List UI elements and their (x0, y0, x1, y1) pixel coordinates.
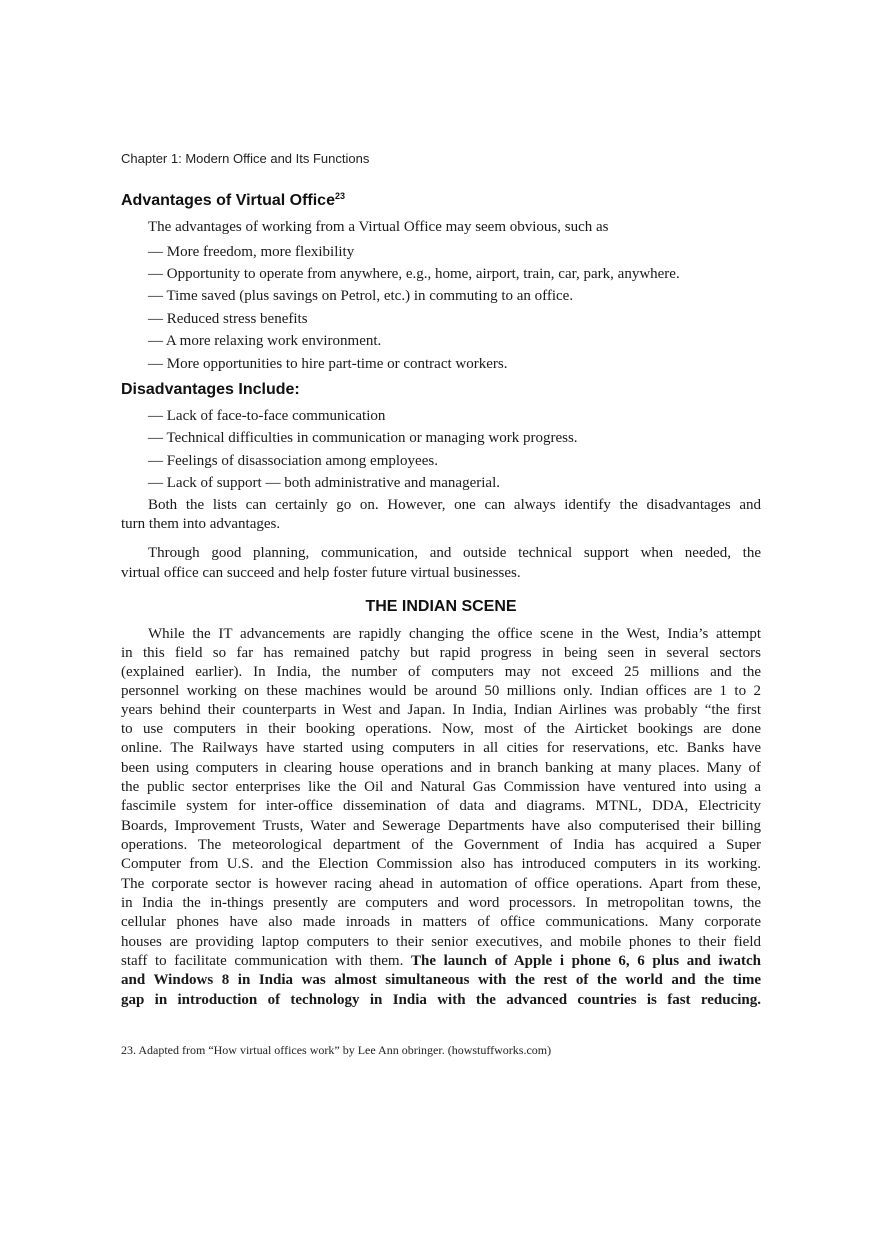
advantage-item: — More freedom, more flexibility (148, 244, 355, 260)
paragraph-line: operations. The meteorological department of the Government of India has acquired a Super (121, 837, 761, 853)
footnote: 23. Adapted from “How virtual offices work” by Lee Ann obringer. (howstuffworks.com) (121, 1043, 552, 1057)
advantages-heading (121, 191, 345, 210)
paragraph-line: fascimile system for inter-office dissemination of data and diagrams. MTNL, DDA, Electricity (121, 798, 761, 814)
disadvantages-heading: Disadvantages Include: (121, 381, 300, 398)
section-heading: THE INDIAN SCENE (365, 598, 517, 615)
disadvantage-item: — Feelings of disassociation among employees. (148, 453, 438, 469)
paragraph-line: online. The Railways have started using computers in all cities for reservations, etc. Banks have (121, 740, 761, 756)
paragraph-line: The corporate sector is however racing ahead in automation of office operations. Apart from these, (121, 876, 761, 892)
footnote-ref: 23 (334, 191, 345, 201)
paragraph-line: personnel working on these machines would be around 50 millions only. Indian offices are 1 to 2 (121, 683, 761, 699)
paragraph-line: Computer from U.S. and the Election Commission also has introduced computers in its working. (121, 856, 761, 872)
advantages-heading-text: Advantages of Virtual Office (121, 192, 335, 209)
paragraph-line: cellular phones have also made inroads in matters of office communications. Many corporate (121, 914, 761, 930)
paragraph-line: virtual office can succeed and help foster future virtual businesses. (121, 565, 521, 581)
paragraph-line: to use computers in their booking operations. Now, most of the Airticket bookings are done (121, 721, 761, 737)
emphasized-text: The launch of Apple i phone 6, 6 plus and iwatch (410, 953, 762, 969)
paragraph-line: been using computers in clearing house operations and in branch banking at many places. Many of (121, 760, 761, 776)
emphasized-line: and Windows 8 in India was almost simultaneous with the rest of the world and the time (121, 972, 761, 988)
paragraph-line: turn them into advantages. (121, 516, 281, 532)
paragraph-line: in this field so far has remained patchy but rapid progress in being seen in several sectors (121, 645, 761, 661)
disadvantage-item: — Technical difficulties in communication or managing work progress. (148, 430, 578, 446)
paragraph-line: While the IT advancements are rapidly changing the office scene in the West, India’s attempt (148, 626, 761, 642)
disadvantage-item: — Lack of face-to-face communication (148, 408, 386, 424)
advantage-item: — A more relaxing work environment. (148, 333, 382, 349)
advantage-item: — Reduced stress benefits (148, 311, 308, 327)
emphasized-line: gap in introduction of technology in India with the advanced countries is fast reducing. (121, 992, 761, 1008)
paragraph-line: Boards, Improvement Trusts, Water and Sewerage Departments have also computerised their billing (121, 818, 761, 834)
regular-text: staff to facilitate communication with them. (121, 953, 411, 969)
paragraph-line: in India the in-things presently are computers and word processors. In metropolitan towns, the (121, 895, 761, 911)
paragraph-line (121, 953, 761, 970)
running-header: Chapter 1: Modern Office and Its Functions (121, 151, 370, 166)
paragraph-line: Both the lists can certainly go on. However, one can always identify the disadvantages and (148, 497, 761, 513)
paragraph-line: Through good planning, communication, and outside technical support when needed, the (148, 545, 761, 561)
advantage-item: — Time saved (plus savings on Petrol, etc.) in commuting to an office. (148, 288, 574, 304)
paragraph-line: years behind their counterparts in West and Japan. In India, Indian Airlines was probably “the first (121, 702, 761, 718)
disadvantage-item: — Lack of support — both administrative and managerial. (148, 475, 500, 491)
paragraph-line: (explained earlier). In India, the number of computers may not exceed 25 millions and the (121, 664, 761, 680)
advantage-item: — More opportunities to hire part-time or contract workers. (148, 356, 508, 372)
advantage-item: — Opportunity to operate from anywhere, e.g., home, airport, train, car, park, anywhere. (148, 266, 680, 282)
paragraph-line: the public sector enterprises like the Oil and Natural Gas Commission have ventured into using a (121, 779, 761, 795)
paragraph-line: houses are providing laptop computers to their senior executives, and mobile phones to their field (121, 934, 761, 950)
advantages-intro: The advantages of working from a Virtual Office may seem obvious, such as (148, 219, 609, 235)
